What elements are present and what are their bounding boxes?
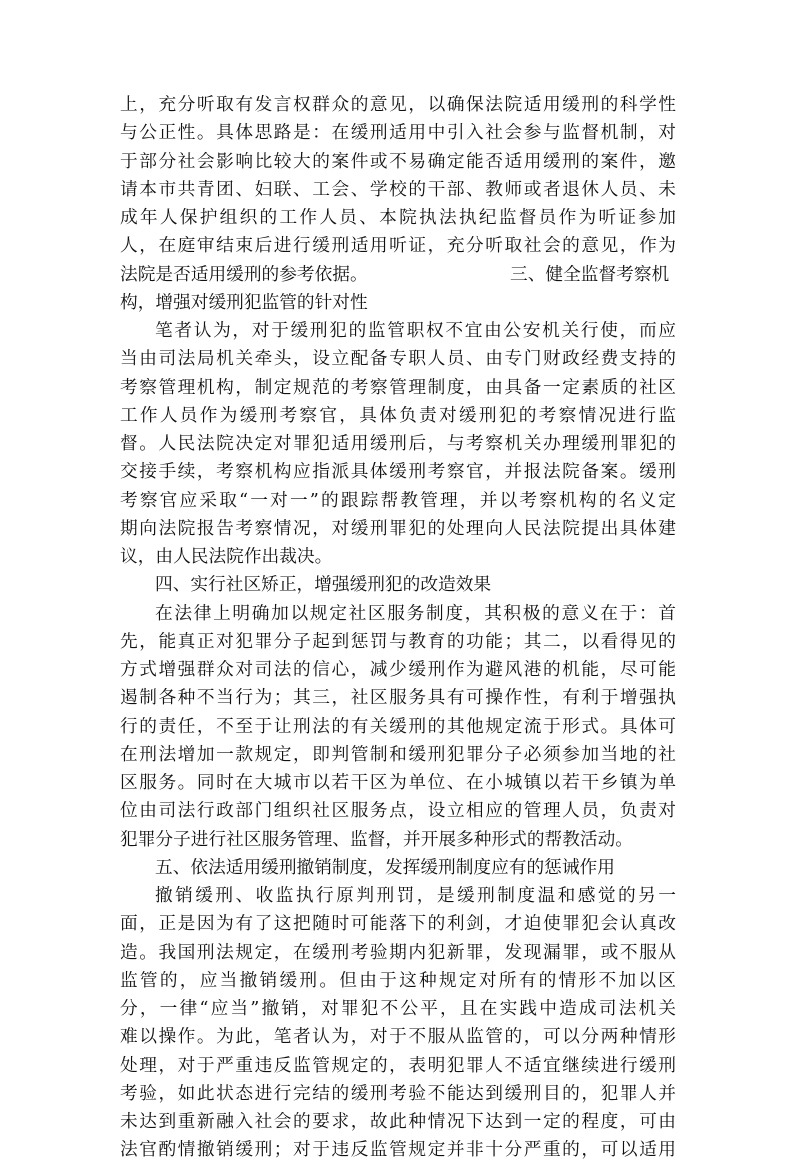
- text-line: 督。人民法院决定对罪犯适用缓刑后，与考察机关办理缓刑罪犯的: [120, 434, 676, 454]
- section-heading-3: 三、健全监督考察机: [510, 264, 670, 285]
- text-line: 行的责任，不至于让刑法的有关缓刑的其他规定流于形式。具体可: [120, 716, 676, 737]
- text-line: 当由司法局机关牵头，设立配备专职人员、由专门财政经费支持的: [120, 349, 676, 370]
- text-line: 工作人员作为缓刑考察官，具体负责对缓刑犯的考察情况进行监: [120, 405, 676, 426]
- text-line: 法官酌情撤销缓刑；对于违反监管规定并非十分严重的，可以适用: [120, 1140, 676, 1161]
- section-heading-5: 五、依法适用缓刑撤销制度，发挥缓刑制度应有的惩诫作用: [155, 857, 615, 878]
- body-text: [120, 91, 676, 1165]
- text-line: 上，充分听取有发言权群众的意见，以确保法院适用缓刑的科学性: [120, 95, 676, 115]
- text-line: 分，一律“应当”撤销，对罪犯不公平，且在实践中造成司法机关: [120, 999, 676, 1019]
- text-line: 难以操作。为此，笔者认为，对于不服从监管的，可以分两种情形: [120, 1027, 676, 1048]
- text-line: 考察管理机构，制定规范的考察管理制度，由具备一定素质的社区: [120, 377, 676, 398]
- text-line: 考验，如此状态进行完结的缓刑考验不能达到缓刑目的，犯罪人并: [120, 1083, 676, 1104]
- text-line: 未达到重新融入社会的要求，故此种情况下达到一定的程度，可由: [120, 1112, 676, 1132]
- text-line: 在法律上明确加以规定社区服务制度，其积极的意义在于：首: [155, 603, 676, 624]
- text-line: 撤销缓刑、收监执行原判刑罚，是缓刑制度温和感觉的另一: [155, 886, 676, 906]
- text-line: 议，由人民法院作出裁决。: [120, 547, 333, 567]
- text-line: 遏制各种不当行为；其三，社区服务具有可操作性，有利于增强执: [120, 688, 676, 709]
- text-line: 考察官应采取“一对一”的跟踪帮教管理，并以考察机构的名义定: [120, 490, 676, 511]
- text-line: 笔者认为，对于缓刑犯的监管职权不宜由公安机关行使，而应: [155, 321, 676, 341]
- text-line: 处理，对于严重违反监管规定的，表明犯罪人不适宜继续进行缓刑: [120, 1055, 676, 1076]
- text-line: 成年人保护组织的工作人员、本院执法执纪监督员作为听证参加: [120, 208, 676, 228]
- text-line: 位由司法行政部门组织社区服务点，设立相应的管理人员，负责对: [120, 801, 676, 822]
- text-line: 于部分社会影响比较大的案件或不易确定能否适用缓刑的案件，邀: [120, 151, 676, 172]
- text-line: 期向法院报告考察情况，对缓刑罪犯的处理向人民法院提出具体建: [120, 518, 676, 539]
- text-line: 面，正是因为有了这把随时可能落下的利剑，才迫使罪犯会认真改: [120, 914, 676, 935]
- text-line-with-heading: [120, 261, 676, 289]
- text-line: 交接手续，考察机构应指派具体缓刑考察官，并报法院备案。缓刑: [120, 462, 676, 483]
- text-line: 监管的，应当撤销缓刑。但由于这种规定对所有的情形不加以区: [120, 970, 676, 991]
- text-line: 在刑法增加一款规定，即判管制和缓刑犯罪分子必须参加当地的社: [120, 744, 676, 765]
- text-line: 先，能真正对犯罪分子起到惩罚与教育的功能；其二，以看得见的: [120, 631, 676, 652]
- text-line: 区服务。同时在大城市以若干区为单位、在小城镇以若干乡镇为单: [120, 773, 676, 793]
- text-line: 方式增强群众对司法的信心，减少缓刑作为避风港的机能，尽可能: [120, 660, 676, 680]
- text-line: 造。我国刑法规定，在缓刑考验期内犯新罪，发现漏罪，或不服从: [120, 942, 676, 963]
- section-heading-3-continued: 构，增强对缓刑犯监管的针对性: [120, 292, 368, 313]
- text-line: 人，在庭审结束后进行缓刑适用听证，充分听取社会的意见，作为: [120, 236, 676, 257]
- paragraph-end: 法院是否适用缓刑的参考依据。: [120, 264, 368, 285]
- text-line: 请本市共青团、妇联、工会、学校的干部、教师或者退休人员、未: [120, 179, 676, 200]
- text-line: 与公正性。具体思路是：在缓刑适用中引入社会参与监督机制，对: [120, 123, 676, 144]
- text-line: 犯罪分子进行社区服务管理、监督，并开展多种形式的帮教活动。: [120, 829, 633, 850]
- section-heading-4: 四、实行社区矫正，增强缓刑犯的改造效果: [155, 575, 492, 596]
